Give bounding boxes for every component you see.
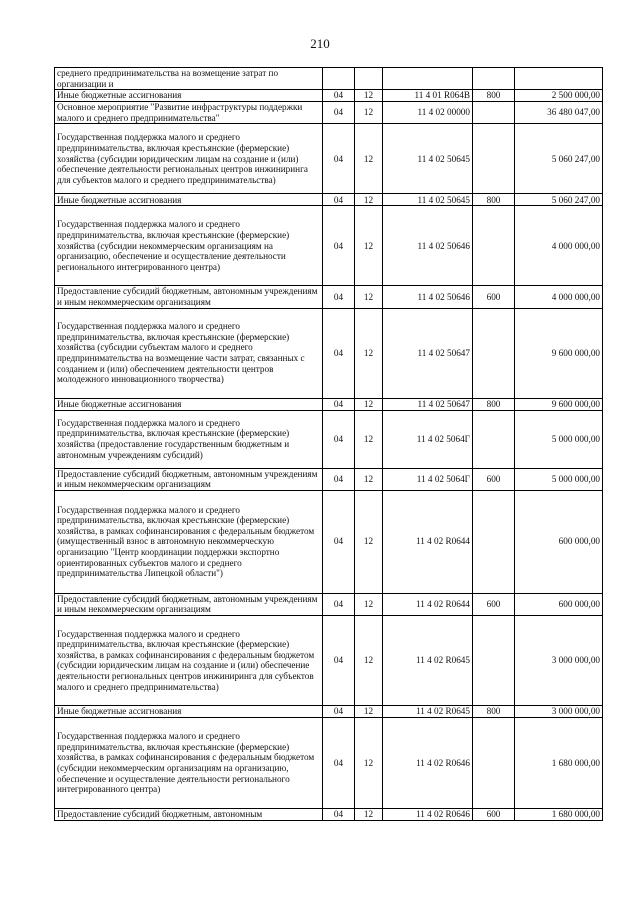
table-row: [55, 308, 603, 398]
table-row: [55, 490, 603, 593]
cell-target-article: [383, 68, 473, 90]
table-row: [55, 206, 603, 286]
cell-name: Иные бюджетные ассигнования: [55, 90, 323, 102]
cell-expense-type: 600: [473, 286, 515, 308]
cell-amount: 3 000 000,00: [515, 615, 603, 705]
table-row: [55, 124, 603, 194]
cell-subsection: 12: [355, 593, 383, 615]
cell-section: 04: [323, 410, 355, 468]
cell-section: 04: [323, 102, 355, 124]
cell-section: 04: [323, 490, 355, 593]
cell-subsection: 12: [355, 615, 383, 705]
cell-target-article: 11 4 02 R0645: [383, 615, 473, 705]
cell-target-article: 11 4 02 R0646: [383, 717, 473, 808]
table-row: [55, 717, 603, 808]
cell-subsection: 12: [355, 398, 383, 410]
cell-name: Предоставление субсидий бюджетным, автономным учреждениям и иным некоммерческим организациям: [55, 468, 323, 490]
cell-expense-type: 800: [473, 705, 515, 717]
cell-target-article: 11 4 02 50646: [383, 286, 473, 308]
cell-amount: 4 000 000,00: [515, 286, 603, 308]
cell-subsection: 12: [355, 308, 383, 398]
cell-section: 04: [323, 194, 355, 206]
cell-amount: 5 000 000,00: [515, 468, 603, 490]
cell-expense-type: [473, 615, 515, 705]
cell-subsection: 12: [355, 808, 383, 820]
cell-name: Государственная поддержка малого и среднего предпринимательства, включая крестьянские (фермерские) хозяйства (субсидии некоммерческим организациям на организацию, обеспечение и осуществление деятельности регионального интегрированного центра): [55, 206, 323, 286]
cell-target-article: 11 4 02 50647: [383, 308, 473, 398]
cell-section: 04: [323, 90, 355, 102]
cell-name: Иные бюджетные ассигнования: [55, 194, 323, 206]
table-row: [55, 90, 603, 102]
cell-target-article: 11 4 02 50645: [383, 194, 473, 206]
cell-amount: 4 000 000,00: [515, 206, 603, 286]
cell-section: 04: [323, 308, 355, 398]
cell-amount: 5 000 000,00: [515, 410, 603, 468]
cell-subsection: 12: [355, 124, 383, 194]
cell-expense-type: [473, 410, 515, 468]
cell-section: 04: [323, 124, 355, 194]
cell-subsection: 12: [355, 286, 383, 308]
cell-target-article: 11 4 02 50647: [383, 398, 473, 410]
cell-name: Основное мероприятие "Развитие инфраструктуры поддержки малого и среднего предпринимательства": [55, 102, 323, 124]
cell-subsection: 12: [355, 468, 383, 490]
table-row: [55, 593, 603, 615]
cell-expense-type: 800: [473, 194, 515, 206]
cell-name: Государственная поддержка малого и среднего предпринимательства, включая крестьянские (фермерские) хозяйства, в рамках софинансирования с федеральным бюджетом (субсидии некоммерческим организациям на организацию, обеспечение и осуществление деятельности регионального интегрированного центра): [55, 717, 323, 808]
cell-name: Государственная поддержка малого и среднего предпринимательства, включая крестьянские (фермерские) хозяйства, в рамках софинансирования с федеральным бюджетом (субсидии юридическим лицам на создание и (или) обеспечение деятельности региональных центров инжиниринга для субъектов малого и среднего предпринимательства): [55, 615, 323, 705]
cell-name: среднего предпринимательства на возмещение затрат по организации и: [55, 68, 323, 90]
cell-expense-type: [473, 102, 515, 124]
cell-section: 04: [323, 717, 355, 808]
cell-amount: 2 500 000,00: [515, 90, 603, 102]
table-row: [55, 398, 603, 410]
cell-subsection: 12: [355, 717, 383, 808]
cell-amount: 5 060 247,00: [515, 194, 603, 206]
cell-expense-type: 800: [473, 90, 515, 102]
cell-subsection: 12: [355, 90, 383, 102]
cell-target-article: 11 4 02 50645: [383, 124, 473, 194]
cell-amount: 5 060 247,00: [515, 124, 603, 194]
cell-subsection: 12: [355, 206, 383, 286]
cell-section: 04: [323, 705, 355, 717]
cell-expense-type: [473, 308, 515, 398]
cell-amount: 600 000,00: [515, 490, 603, 593]
cell-amount: 9 600 000,00: [515, 398, 603, 410]
cell-expense-type: 600: [473, 808, 515, 820]
budget-table: [54, 67, 603, 821]
budget-table-body: [55, 68, 603, 821]
cell-target-article: 11 4 02 00000: [383, 102, 473, 124]
cell-name: Государственная поддержка малого и среднего предпринимательства, включая крестьянские (фермерские) хозяйства, в рамках софинансирования с федеральным бюджетом (имущественный взнос в автономную некоммерческую организацию "Центр координации поддержки экспортно ориентированных субъектов малого и среднего предпринимательства Липецкой области"): [55, 490, 323, 593]
cell-subsection: 12: [355, 410, 383, 468]
cell-target-article: 11 4 02 5064Г: [383, 468, 473, 490]
cell-expense-type: 800: [473, 398, 515, 410]
table-row: [55, 286, 603, 308]
cell-name: Государственная поддержка малого и среднего предпринимательства, включая крестьянские (фермерские) хозяйства (субсидии субъектам малого и среднего предпринимательства на возмещение части затрат, связанных с созданием и (или) обеспечением деятельности центров молодежного инновационного творчества): [55, 308, 323, 398]
cell-expense-type: 600: [473, 593, 515, 615]
cell-amount: 1 680 000,00: [515, 808, 603, 820]
cell-target-article: 11 4 02 R0646: [383, 808, 473, 820]
cell-target-article: 11 4 02 R0645: [383, 705, 473, 717]
cell-expense-type: [473, 717, 515, 808]
table-row: [55, 410, 603, 468]
cell-amount: 3 000 000,00: [515, 705, 603, 717]
cell-section: 04: [323, 615, 355, 705]
cell-expense-type: [473, 206, 515, 286]
cell-section: 04: [323, 286, 355, 308]
cell-section: 04: [323, 808, 355, 820]
cell-amount: 36 480 047,00: [515, 102, 603, 124]
table-row: [55, 705, 603, 717]
cell-expense-type: 600: [473, 468, 515, 490]
cell-subsection: 12: [355, 705, 383, 717]
cell-target-article: 11 4 02 5064Г: [383, 410, 473, 468]
cell-name: Государственная поддержка малого и среднего предпринимательства, включая крестьянские (фермерские) хозяйства (субсидии юридическим лицам на создание и (или) обеспечение деятельности региональных центров инжиниринга для субъектов малого и среднего предпринимательства): [55, 124, 323, 194]
table-row: [55, 808, 603, 820]
table-row: [55, 102, 603, 124]
cell-amount: 9 600 000,00: [515, 308, 603, 398]
cell-name: Иные бюджетные ассигнования: [55, 398, 323, 410]
cell-target-article: 11 4 02 50646: [383, 206, 473, 286]
cell-name: Государственная поддержка малого и среднего предпринимательства, включая крестьянские (фермерские) хозяйства (предоставление государственным бюджетным и автономным учреждениям субсидий): [55, 410, 323, 468]
cell-expense-type: [473, 68, 515, 90]
page-number: 210: [310, 36, 330, 51]
cell-subsection: [355, 68, 383, 90]
cell-subsection: 12: [355, 102, 383, 124]
cell-target-article: 11 4 02 R0644: [383, 490, 473, 593]
cell-section: [323, 68, 355, 90]
cell-name: Иные бюджетные ассигнования: [55, 705, 323, 717]
table-row: [55, 615, 603, 705]
cell-amount: [515, 68, 603, 90]
cell-name: Предоставление субсидий бюджетным, автономным учреждениям и иным некоммерческим организациям: [55, 593, 323, 615]
table-row: [55, 68, 603, 90]
cell-expense-type: [473, 124, 515, 194]
cell-target-article: 11 4 02 R0644: [383, 593, 473, 615]
table-row: [55, 468, 603, 490]
cell-amount: 600 000,00: [515, 593, 603, 615]
cell-section: 04: [323, 468, 355, 490]
cell-name: Предоставление субсидий бюджетным, автономным: [55, 808, 323, 820]
cell-subsection: 12: [355, 194, 383, 206]
cell-name: Предоставление субсидий бюджетным, автономным учреждениям и иным некоммерческим организациям: [55, 286, 323, 308]
cell-target-article: 11 4 01 R064В: [383, 90, 473, 102]
cell-section: 04: [323, 593, 355, 615]
cell-section: 04: [323, 206, 355, 286]
cell-subsection: 12: [355, 490, 383, 593]
cell-section: 04: [323, 398, 355, 410]
cell-expense-type: [473, 490, 515, 593]
table-row: [55, 194, 603, 206]
cell-amount: 1 680 000,00: [515, 717, 603, 808]
